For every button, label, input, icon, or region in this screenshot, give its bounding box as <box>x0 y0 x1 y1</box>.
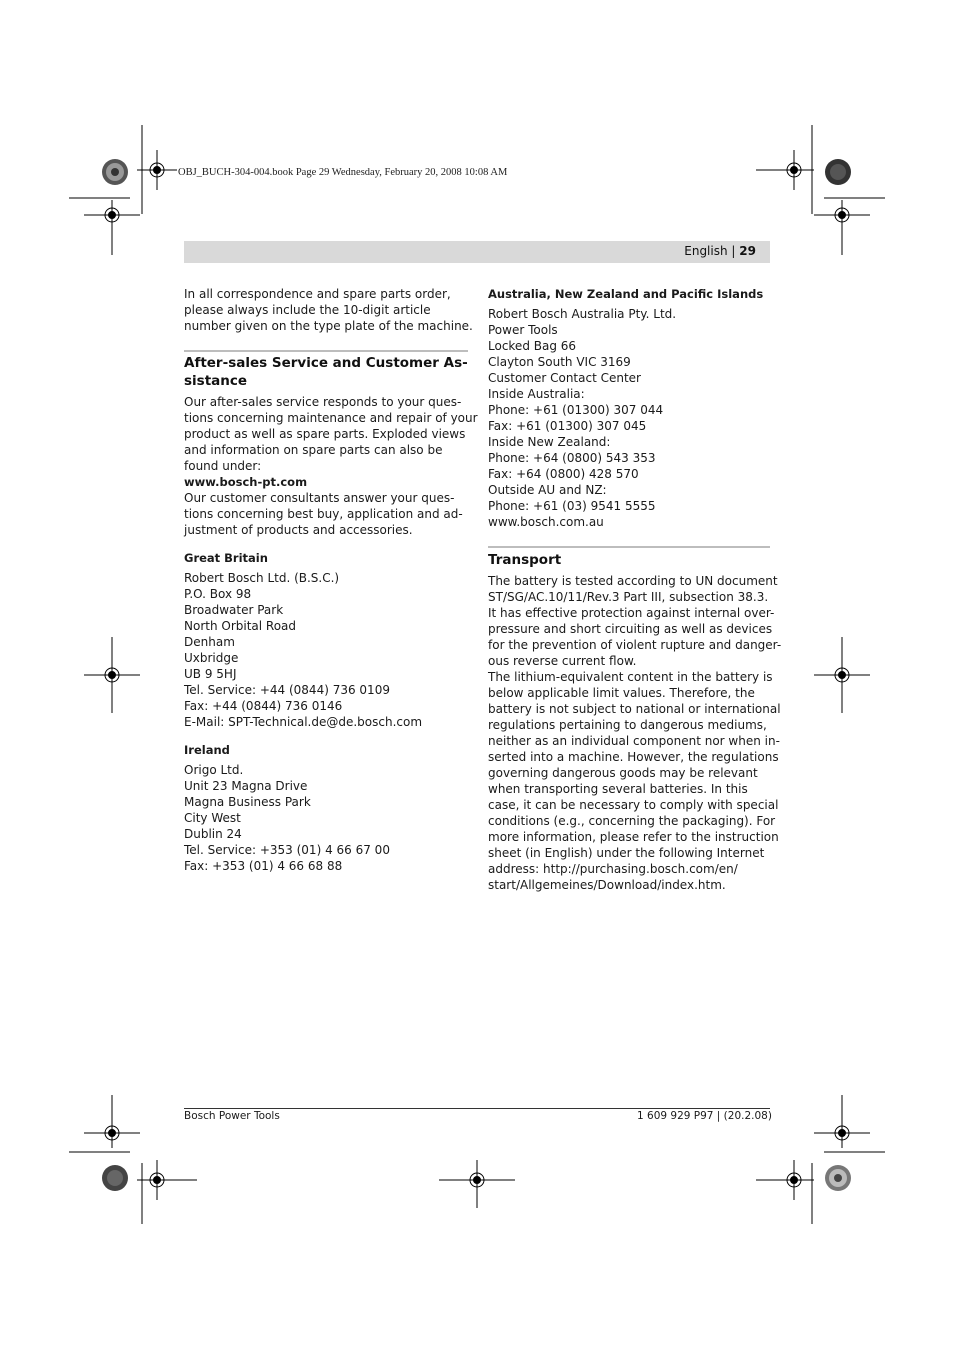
crosshair-icon <box>814 637 870 713</box>
australia-address: Robert Bosch Australia Pty. Ltd. Power Tools Locked Bag 66 Clayton South VIC 3169 Customer Contact Center Inside Australia: Phone: +61 (01300) 307 044 Fax: +61 (01300) 307 045 Inside New Zealand: Phone: +64 (0800) 543 353 Fax: +64 (0800) 428 570 Outside AU and NZ: Phone: +61 (03) 9541 5555 www.bosch.com.au <box>488 306 772 530</box>
crosshair-icon <box>84 200 140 255</box>
header-text <box>684 244 756 258</box>
purchasing-link[interactable]: address: http://purchasing.bosch.com/en/ <box>488 862 738 876</box>
page-number: 29 <box>739 244 756 258</box>
page-header <box>184 241 770 263</box>
purchasing-link-cont[interactable]: start/Allgemeines/Download/index.htm. <box>488 878 726 892</box>
crosshair-icon <box>756 1160 814 1200</box>
starburst-icon <box>102 1165 128 1191</box>
starburst-icon <box>825 159 851 185</box>
crosshair-icon <box>84 1095 140 1148</box>
ireland-address: Origo Ltd. Unit 23 Magna Drive Magna Business Park City West Dublin 24 Tel. Service: +353 (01) 4 66 67 00 Fax: +353 (01) 4 66 68 88 <box>184 763 390 873</box>
crosshair-icon <box>137 1160 197 1200</box>
starburst-icon <box>825 1165 851 1191</box>
great-britain-address: Robert Bosch Ltd. (B.S.C.) P.O. Box 98 Broadwater Park North Orbital Road Denham Uxbridge UB 9 5HJ Tel. Service: +44 (0844) 736 0109 Fax: +44 (0844) 736 0146 E-Mail: SPT-Technical.de@de.bosch.com <box>184 571 423 729</box>
ireland-heading: Ireland <box>184 743 230 757</box>
crosshair-icon <box>137 150 177 190</box>
section-rule <box>488 546 770 548</box>
footer-rule <box>184 1108 770 1109</box>
footer-doc-number: 1 609 929 P97 | (20.2.08) <box>637 1110 772 1122</box>
crosshair-icon <box>439 1160 515 1208</box>
after-sales-heading: After-sales Service and Customer As- sistance <box>184 355 468 389</box>
crosshair-icon <box>814 200 870 255</box>
footer-brand: Bosch Power Tools <box>184 1110 280 1122</box>
section-rule <box>184 350 468 352</box>
header-separator: | <box>731 244 736 258</box>
crosshair-icon <box>814 1095 870 1148</box>
australia-heading: Australia, New Zealand and Pacific Islands <box>488 287 764 301</box>
after-sales-body: Our after-sales service responds to your ques- tions concerning maintenance and repair of your product as well as spare parts. Exploded views and information on spare parts can also be found under: www.bosch-pt.com Our customer consultants answer your ques- tions concerning best buy, application and ad- justment of products and accessories. <box>184 395 478 537</box>
left-column <box>184 286 478 874</box>
crosshair-icon <box>756 150 814 190</box>
transport-body: The battery is tested according to UN document ST/SG/AC.10/11/Rev.3 Part III, subsection 38.3. It has effective protection against internal over- pressure and short circuiting as well as devices for the prevention of violent rupture and danger- ous reverse current flow. The lithium-equivalent content in the battery is below applicable limit values. Therefore, the battery is not subject to national or international regulations pertaining to dangerous mediums, neither as an individual component nor when in- serted into a machine. However, the regulations governing dangerous goods may be relevant when transporting several batteries. In this case, it can be necessary to comply with special conditions (e.g., concerning the packaging). For more information, please refer to the instruction sheet (in English) under the following Internet address: http://purchasing.bosch.com/en/ start/Allgemeines/Download/index.htm. <box>488 574 782 892</box>
transport-heading: Transport <box>488 552 562 568</box>
great-britain-heading: Great Britain <box>184 551 268 565</box>
print-info-line: OBJ_BUCH-304-004.book Page 29 Wednesday, February 20, 2008 10:08 AM <box>178 167 508 178</box>
starburst-icon <box>102 159 128 185</box>
header-language: English <box>684 244 728 258</box>
bosch-au-link[interactable]: www.bosch.com.au <box>488 515 604 529</box>
bosch-pt-link[interactable]: www.bosch-pt.com <box>184 475 308 489</box>
right-column <box>488 286 782 893</box>
intro-paragraph: In all correspondence and spare parts order, please always include the 10-digit article number given on the type plate of the machine. <box>184 287 473 333</box>
crosshair-icon <box>84 637 140 713</box>
